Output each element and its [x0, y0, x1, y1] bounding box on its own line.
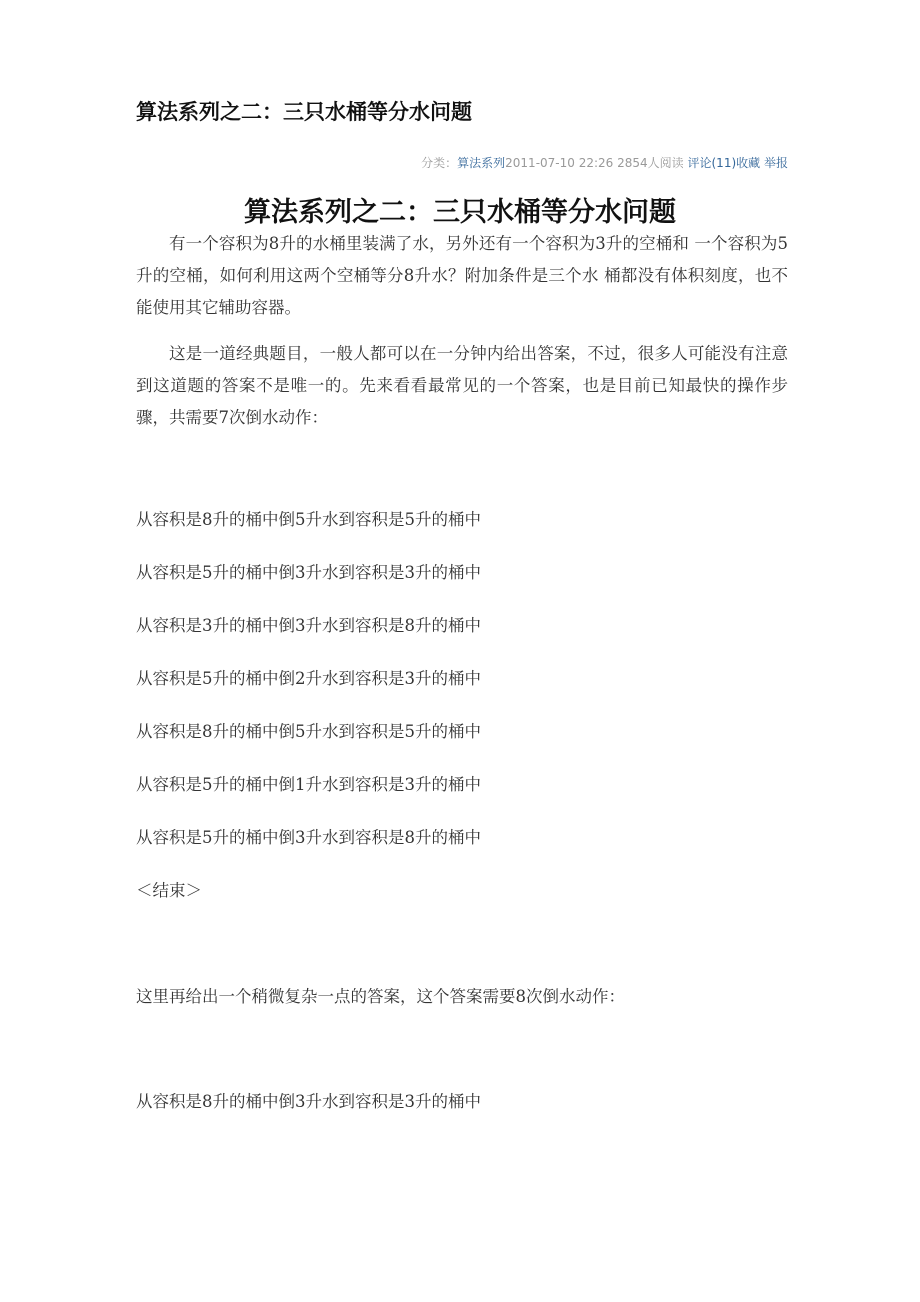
step-a-3: 从容积是3升的桶中倒3升水到容积是8升的桶中 [136, 616, 481, 635]
step-a-4: 从容积是5升的桶中倒2升水到容积是3升的桶中 [136, 669, 481, 688]
category-label: 分类： [421, 156, 458, 170]
step-a-5: 从容积是8升的桶中倒5升水到容积是5升的桶中 [136, 722, 481, 741]
category-link[interactable]: 算法系列 [457, 156, 506, 170]
end-marker: ＜结束＞ [136, 881, 202, 900]
post-datetime: 2011-07-10 22:26 [505, 156, 614, 170]
comments-link[interactable]: 评论(11) [687, 156, 737, 170]
favorite-link[interactable]: 收藏 [736, 156, 761, 170]
article-heading: 算法系列之二：三只水桶等分水问题 [244, 197, 676, 228]
step-a-6: 从容积是5升的桶中倒1升水到容积是3升的桶中 [136, 775, 481, 794]
second-answer-intro: 这里再给出一个稍微复杂一点的答案，这个答案需要8次倒水动作： [136, 987, 625, 1006]
step-a-1: 从容积是8升的桶中倒5升水到容积是5升的桶中 [136, 510, 481, 529]
report-link[interactable]: 举报 [763, 156, 788, 170]
step-b-1: 从容积是8升的桶中倒3升水到容积是3升的桶中 [136, 1092, 481, 1111]
article-meta [421, 154, 788, 171]
step-a-2: 从容积是5升的桶中倒3升水到容积是3升的桶中 [136, 563, 481, 582]
paragraph-problem: 有一个容积为8升的水桶里装满了水，另外还有一个容积为3升的空桶和 一个容积为5升的空桶，如何利用这两个空桶等分8升水？附加条件是三个水 桶都没有体积刻度，也不能使用其它辅助容器。 [136, 234, 788, 317]
paragraph-intro: 这是一道经典题目，一般人都可以在一分钟内给出答案，不过，很多人可能没有注意到这道题的答案不是唯一的。先来看看最常见的一个答案，也是目前已知最快的操作步骤，共需要7次倒水动作： [136, 344, 788, 427]
page-title: 算法系列之二：三只水桶等分水问题 [136, 100, 472, 124]
read-count: 2854人阅读 [617, 156, 684, 170]
step-a-7: 从容积是5升的桶中倒3升水到容积是8升的桶中 [136, 828, 481, 847]
